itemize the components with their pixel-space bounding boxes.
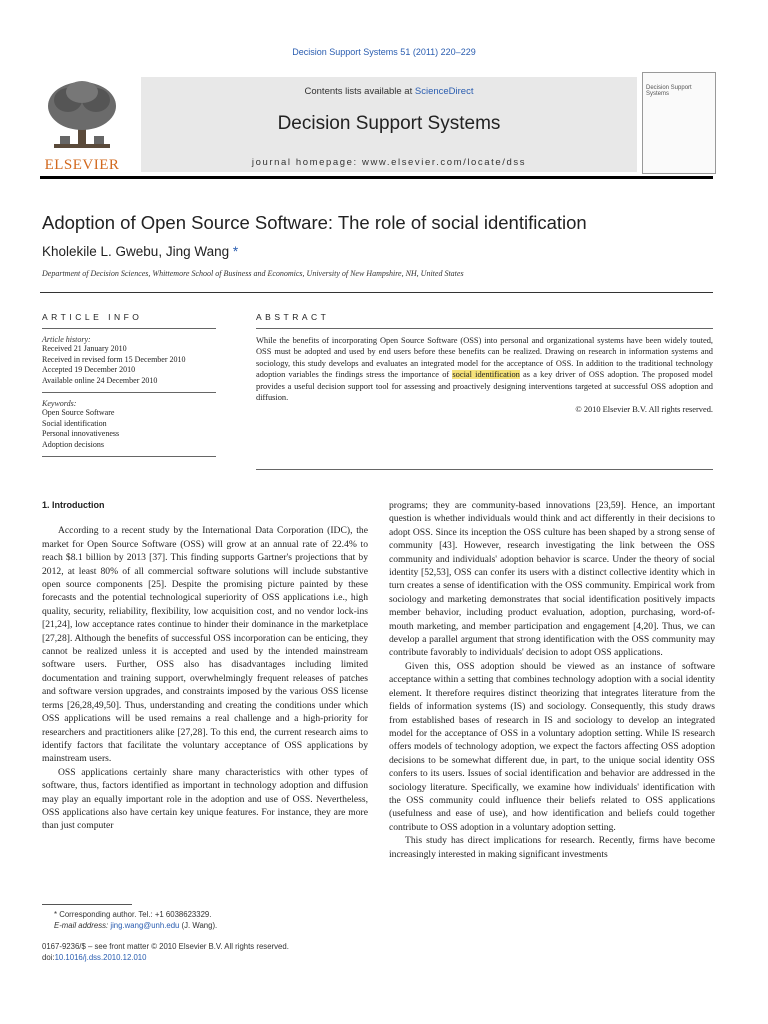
history-item: Received 21 January 2010 — [42, 344, 127, 353]
article-info — [42, 312, 216, 463]
paragraph: According to a recent study by the International Data Corporation (IDC), the market for Open Source Software (OSS) will grow at an annual rate of 22.4% to reach $8.1 billion by 2013 [37]. This finding supports Gartner's projections that by 2012, at least 80% of all commercial software solutions will include substantive open source components [25]. Despite the promising picture painted by these forecasts and the potential technological superiority of OSS applications i.e., high quality, security, reliability, flexibility, low acquisition cost, and no vendor lock-ins [21,24], low acceptance rates continue to hinder their dominance in the marketplace [27,28]. Although the benefits of successful OSS incorporation can be enticing, they cannot be realized unless it is accepted and used by the intended mainstream software users. Further, OSS also has disadvantages including limited documentation and training support, overwhelmingly frequent releases of patches and software version upgrades, and constraints imposed by the various OSS license terms [26,28,49,50]. Thus, understanding and creating the conditions under which OSS applications will be used remains a real challenge and a high-priority for researchers and practitioners alike [27,28]. To this end, the current research aims to identify factors that facilitate the voluntary acceptance of OSS applications by mainstream users. — [42, 525, 368, 765]
history-item: Available online 24 December 2010 — [42, 375, 158, 385]
journal-masthead — [40, 72, 713, 176]
journal-title: Decision Support Systems — [277, 113, 501, 134]
keywords-label: Keywords: — [42, 399, 77, 408]
highlighted-term[interactable]: social identification — [452, 370, 520, 380]
keyword: Personal innovativeness — [42, 429, 120, 438]
sciencedirect-link[interactable]: ScienceDirect — [414, 86, 474, 97]
divider — [42, 392, 216, 393]
article-authors: Kholekile L. Gwebu, Jing Wang * — [42, 244, 239, 259]
body-column-right — [389, 499, 715, 861]
section-title: 1. Introduction — [42, 500, 105, 510]
history-item: Accepted 19 December 2010 — [42, 365, 136, 374]
paragraph: This study has direct implications for research. Recently, firms have become increasingly interested in making significant investments — [389, 835, 715, 860]
elsevier-wordmark: ELSEVIER — [44, 157, 120, 173]
copyright-notice: © 2010 Elsevier B.V. All rights reserved. — [575, 405, 713, 415]
paragraph: Given this, OSS adoption should be viewed as an instance of software acceptance within a setting that combines technology adoption with a social identity element. It therefore requires distinct theorizing that integrates literature from the fields of information systems (IS) and sociology. Consequently, this study draws from established bases of research in IS and sociology to develop an integrated model for the acceptance of OSS in a voluntary adoption setting. While IS research offers models of technology adoption, we expect the factors affecting OSS adoption decisions to be somewhat different due, in part, to the unique social identity OSS confers to its users. Issues of social identification and behavior are addressed in the sociology literature. Specifically, we examine how individuals' identification with the OSS community could influence their beliefs related to OSS applications (usefulness and ease of use), and how identification and beliefs could together contribute to OSS adoption in a voluntary adoption setting. — [389, 660, 715, 833]
abstract-rule — [256, 469, 713, 470]
journal-cover-thumbnail — [642, 72, 716, 174]
elsevier-tree-icon — [40, 78, 124, 156]
keyword: Social identification — [42, 418, 107, 428]
elsevier-logo — [40, 78, 124, 174]
cover-title: Decision Support Systems — [646, 85, 692, 97]
author-affiliation: Department of Decision Sciences, Whittemore School of Business and Economics, University of New Hampshire, NH, United States — [42, 269, 464, 278]
corresponding-author-mark[interactable]: * — [232, 244, 239, 259]
keyword: Open Source Software — [42, 408, 115, 417]
contents-line: Contents lists available at ScienceDirect — [304, 86, 474, 97]
body-column-left — [42, 499, 368, 833]
abstract — [256, 312, 713, 414]
front-matter-line: 0167-9236/$ – see front matter © 2010 Elsevier B.V. All rights reserved. — [42, 942, 289, 951]
doi-link[interactable]: 10.1016/j.dss.2010.12.010 — [54, 953, 147, 962]
header-rule — [40, 176, 713, 179]
divider — [42, 456, 216, 457]
keyword: Adoption decisions — [42, 439, 104, 449]
journal-banner — [141, 77, 637, 172]
history-label: Article history: — [42, 335, 91, 344]
paragraph: programs; they are community-based innovations [23,59]. Hence, an important question is whether individuals would think and act differently in their decisions to adopt OSS. Since its inception the OSS culture has been shaped by a strong sense of community [43]. However, research investigating the link between the OSS community and individuals' adoption behavior is scarce. Under the theory of social identity [52,53], OSS can confer its users with a distinct collective identity which in turn creates a sense of identification with the OSS community. Empirical work from sociology and marketing demonstrates that social identification positively impacts member behavior, including product evaluation, adoption, purchasing, word-of-mouth marketing, and member participation and engagement [4,20]. Thus, we can develop a parallel argument that strong identification with the OSS community may contribute favorably to individuals' decision to adopt OSS applications. — [389, 500, 715, 659]
doi-line: doi:10.1016/j.dss.2010.12.010 — [42, 953, 147, 962]
affiliation-rule — [40, 292, 713, 293]
divider — [42, 328, 216, 329]
paragraph: OSS applications certainly share many characteristics with other types of software, thus, factors identified as important in technology adoption and diffusion may play an equally important role in the adoption and use of OSS. Nevertheless, OSS applications also have certain key unique features. For instance, they are more than just computer — [42, 766, 368, 832]
footnote — [42, 909, 217, 931]
journal-homepage[interactable]: journal homepage: www.elsevier.com/locate/dss — [251, 157, 527, 168]
footnote-rule — [42, 904, 132, 905]
abstract-heading: ABSTRACT — [256, 312, 330, 322]
email-link[interactable]: jing.wang@unh.edu — [110, 921, 180, 930]
article-title: Adoption of Open Source Software: The role of social identification — [42, 212, 587, 233]
article-info-heading: ARTICLE INFO — [42, 312, 143, 322]
front-matter — [42, 941, 289, 963]
email-line: E-mail address: jing.wang@unh.edu (J. Wang). — [54, 921, 218, 930]
history-item: Received in revised form 15 December 2010 — [42, 354, 186, 364]
corresponding-author-note: * Corresponding author. Tel.: +1 6038623329. — [54, 910, 212, 919]
journal-reference[interactable]: Decision Support Systems 51 (2011) 220–229 — [292, 47, 476, 57]
divider — [256, 328, 713, 329]
abstract-text: While the benefits of incorporating Open Source Software (OSS) into personal and organizational systems have been widely touted, OSS must be adopted and used by end users before these benefits can be realized. Drawing on research in information systems and sociology, this study develops and evaluates an integrated model for the acceptance of OSS. In addition to the traditional technology adoption variables the findings stress the importance of social identification as a key driver of OSS adoption. The proposed model provides a useful decision support tool for assessing and proactively designing interventions targeted at successful OSS adoption and diffusion. — [256, 336, 713, 403]
